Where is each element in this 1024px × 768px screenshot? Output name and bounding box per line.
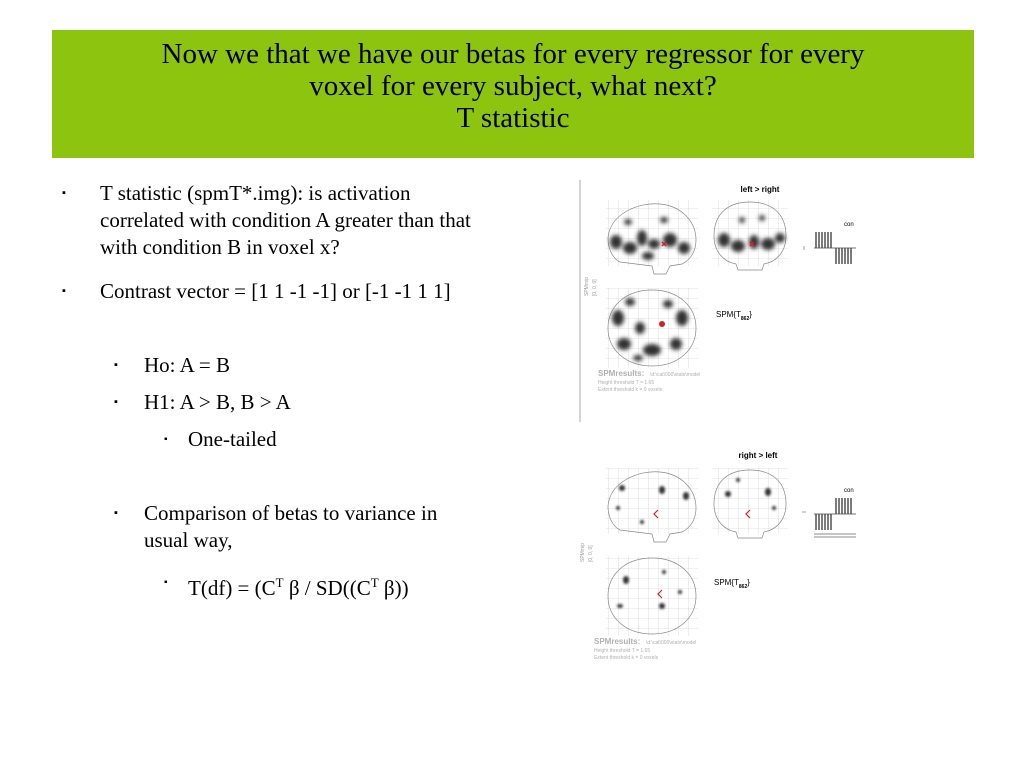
bullet-marker: ▪: [114, 359, 118, 371]
top-con-label: con: [844, 222, 854, 228]
bottom-side-coords: [0, 0, 0]: [588, 545, 594, 562]
title-line-3: T statistic: [456, 102, 570, 134]
top-spm-panel: [580, 180, 856, 422]
cursor-marker: [659, 321, 665, 327]
bullet-6-line-1: Comparison of betas to variance in: [144, 501, 438, 525]
top-side-label: SPMmip: [584, 277, 590, 296]
bottom-con-label: con: [844, 488, 854, 494]
formula-sup: T: [275, 575, 284, 590]
bottom-extent-threshold: Extent threshold k = 0 voxels: [594, 655, 659, 661]
bottom-height-threshold: Height threshold T = 1.65: [594, 648, 651, 654]
bottom-contrast-label: right > left: [738, 451, 778, 460]
bullet-marker: ▪: [164, 434, 168, 445]
bullet-marker: ▪: [62, 285, 66, 297]
title-bar: [52, 30, 974, 158]
title-line-2: voxel for every subject, what next?: [309, 70, 717, 102]
top-height-threshold: Height threshold T = 1.65: [598, 380, 655, 386]
bottom-spm-panel: [580, 451, 856, 661]
formula-part: T(df) = (C: [188, 576, 276, 600]
bottom-transverse-mip: [606, 556, 698, 636]
top-results-path: \d:\cat\000\stats\model: [650, 372, 701, 378]
formula-part: β)): [378, 576, 409, 600]
bullet-5-text: One-tailed: [188, 427, 277, 451]
bullet-marker: ▪: [62, 187, 66, 199]
title-line-1: Now we that we have our betas for every regressor for every: [161, 38, 865, 70]
bullet-marker: ▪: [114, 396, 118, 408]
formula-part: β / SD((C: [283, 576, 371, 600]
top-sagittal-mip: [606, 200, 698, 274]
bottom-side-label: SPMmip: [580, 543, 586, 562]
bottom-design-matrix: [802, 488, 856, 537]
bottom-results-path: \d:\cat\000\stats\model: [646, 640, 697, 646]
bullet-1-line-2: correlated with condition A greater than that: [100, 208, 471, 232]
bullet-marker: ▪: [164, 577, 168, 588]
bullet-3-text: Ho: A = B: [144, 353, 230, 377]
top-coronal-mip: [712, 200, 788, 270]
bottom-sagittal-mip: [606, 468, 698, 542]
top-side-coords: [0, 0, 0]: [592, 279, 598, 296]
bullet-2-text: Contrast vector = [1 1 -1 -1] or [-1 -1 1 1]: [100, 279, 451, 303]
bullet-marker: ▪: [114, 507, 118, 519]
top-transverse-mip: [606, 288, 698, 368]
formula-text: [188, 569, 548, 602]
formula-sup: T: [370, 575, 379, 590]
slide-title: [52, 38, 974, 134]
spm-results-figure: [578, 178, 878, 668]
bullet-1-line-3: with condition B in voxel x?: [100, 235, 340, 259]
bottom-spm-label: $SPM\{T_{862}\}$: [714, 578, 750, 590]
bottom-coronal-mip: [712, 468, 788, 538]
bottom-results-label: SPMresults:: [594, 637, 641, 646]
top-spm-label: $SPM\{T_{862}\}$: [716, 310, 752, 322]
bullet-1-line-1: T statistic (spmT*.img): is activation: [100, 181, 411, 205]
bullet-6-line-2: usual way,: [144, 528, 233, 552]
top-extent-threshold: Extent threshold k = 0 voxels: [598, 387, 663, 393]
top-contrast-label: left > right: [740, 185, 780, 194]
bullet-4-text: H1: A > B, B > A: [144, 390, 291, 414]
top-design-matrix: [804, 222, 856, 264]
top-results-label: SPMresults:: [598, 369, 645, 378]
